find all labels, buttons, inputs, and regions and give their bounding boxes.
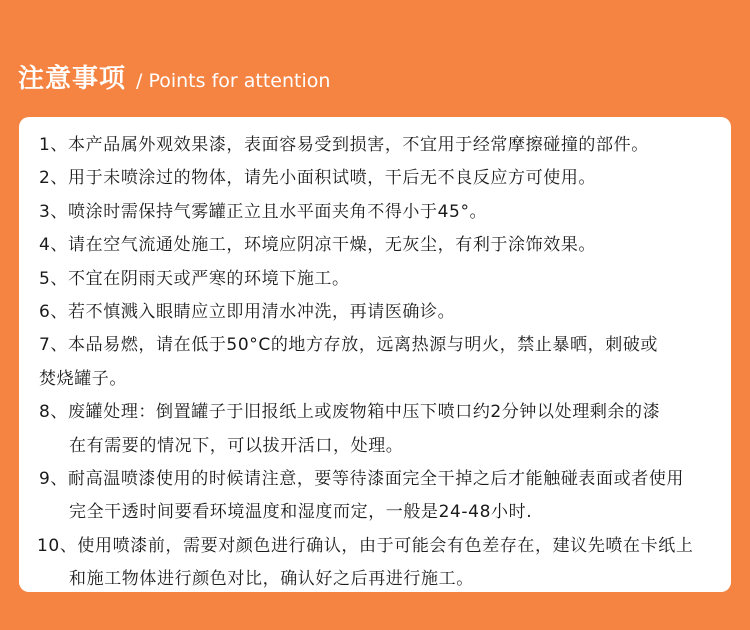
section-header: [18, 58, 330, 95]
section-title: 注意事项: [18, 64, 127, 94]
note-line: 2、用于未喷涂过的物体，请先小面积试喷，干后无不良反应方可使用。: [39, 168, 597, 189]
note-line: 3、喷涂时需保持气雾罐正立且水平面夹角不得小于45°。: [39, 201, 488, 222]
note-line-continuation: 和施工物体进行颜色对比，确认好之后再进行施工。: [69, 569, 474, 590]
note-line: 1、本产品属外观效果漆，表面容易受到损害，不宜用于经常摩擦碰撞的部件。: [39, 135, 649, 155]
note-line-continuation: 焚烧罐子。: [39, 368, 127, 389]
note-line: 7、本品易燃，请在低于50°C的地方存放，远离热源与明火，禁止暴晒，刺破或: [39, 335, 659, 356]
note-line-continuation: 完全干透时间要看环境温度和湿度而定，一般是24-48小时.: [69, 502, 533, 523]
note-line: 5、不宜在阴雨天或严寒的环境下施工。: [39, 268, 350, 289]
note-line: 8、废罐处理：倒置罐子于旧报纸上或废物箱中压下喷口约2分钟以处理剩余的漆: [39, 402, 661, 423]
note-line: 9、耐高温喷漆使用的时候请注意，要等待漆面完全干掉之后才能触碰表面或者使用: [39, 468, 685, 489]
notes-card: [19, 117, 731, 592]
note-line: 6、若不慎溅入眼睛应立即用清水冲洗，再请医确诊。: [39, 301, 456, 322]
note-line: 10、使用喷漆前，需要对颜色进行确认，由于可能会有色差存在，建议先喷在卡纸上: [37, 535, 694, 556]
note-line: 4、请在空气流通处施工，环境应阴凉干燥，无灰尘，有利于涂饰效果。: [39, 235, 597, 256]
note-line-continuation: 在有需要的情况下，可以拔开活口，处理。: [69, 435, 404, 456]
section-subtitle: / Points for attention: [136, 70, 331, 92]
